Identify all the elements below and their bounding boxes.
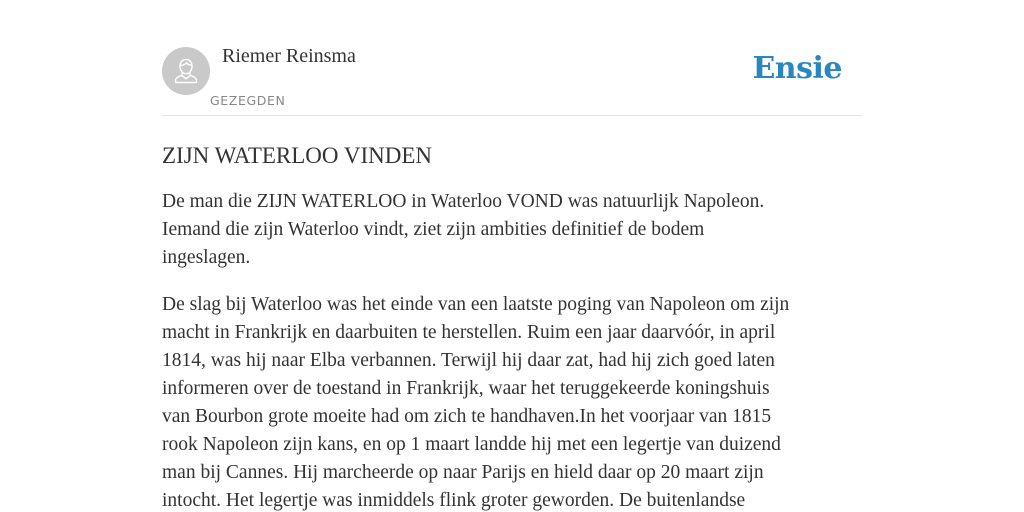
- ensie-logo[interactable]: Ensie: [752, 51, 842, 86]
- paragraph-line: man bij Cannes. Hij marcheerde op naar Parijs en hield daar op 20 maart zijn: [162, 462, 764, 483]
- paragraph-line: Iemand die zijn Waterloo vindt, ziet zijn ambities definitief de bodem: [162, 219, 705, 240]
- user-silhouette-icon: [171, 56, 201, 86]
- paragraph-line: informeren over de toestand in Frankrijk, waar het teruggekeerde koningshuis: [162, 378, 770, 399]
- paragraph-line: macht in Frankrijk en daarbuiten te herstellen. Ruim een jaar daarvóór, in april: [162, 322, 776, 343]
- author-name[interactable]: Riemer Reinsma: [222, 45, 356, 67]
- paragraph-line: ingeslagen.: [162, 247, 251, 268]
- paragraph-line: rook Napoleon zijn kans, en op 1 maart landde hij met een legertje van duizend: [162, 434, 781, 455]
- article-header: [162, 0, 862, 116]
- paragraph-line: van Bourbon grote moeite had om zich te handhaven.In het voorjaar van 1815: [162, 406, 772, 427]
- paragraph-line: De man die ZIJN WATERLOO in Waterloo VOND was natuurlijk Napoleon.: [162, 191, 765, 212]
- paragraph-line: intocht. Het legertje was inmiddels flink groter geworden. De buitenlandse: [162, 490, 746, 511]
- category-label[interactable]: GEZEGDEN: [210, 93, 286, 108]
- paragraph-line: 1814, was hij naar Elba verbannen. Terwijl hij daar zat, had hij zich goed laten: [162, 350, 775, 371]
- paragraph-line: De slag bij Waterloo was het einde van een laatste poging van Napoleon om zijn: [162, 294, 790, 315]
- paragraph-intro: [162, 188, 862, 272]
- article-container: [162, 0, 862, 512]
- article-title: ZIJN WATERLOO VINDEN: [162, 143, 433, 168]
- paragraph-history: [162, 291, 862, 512]
- author-avatar[interactable]: [162, 47, 210, 95]
